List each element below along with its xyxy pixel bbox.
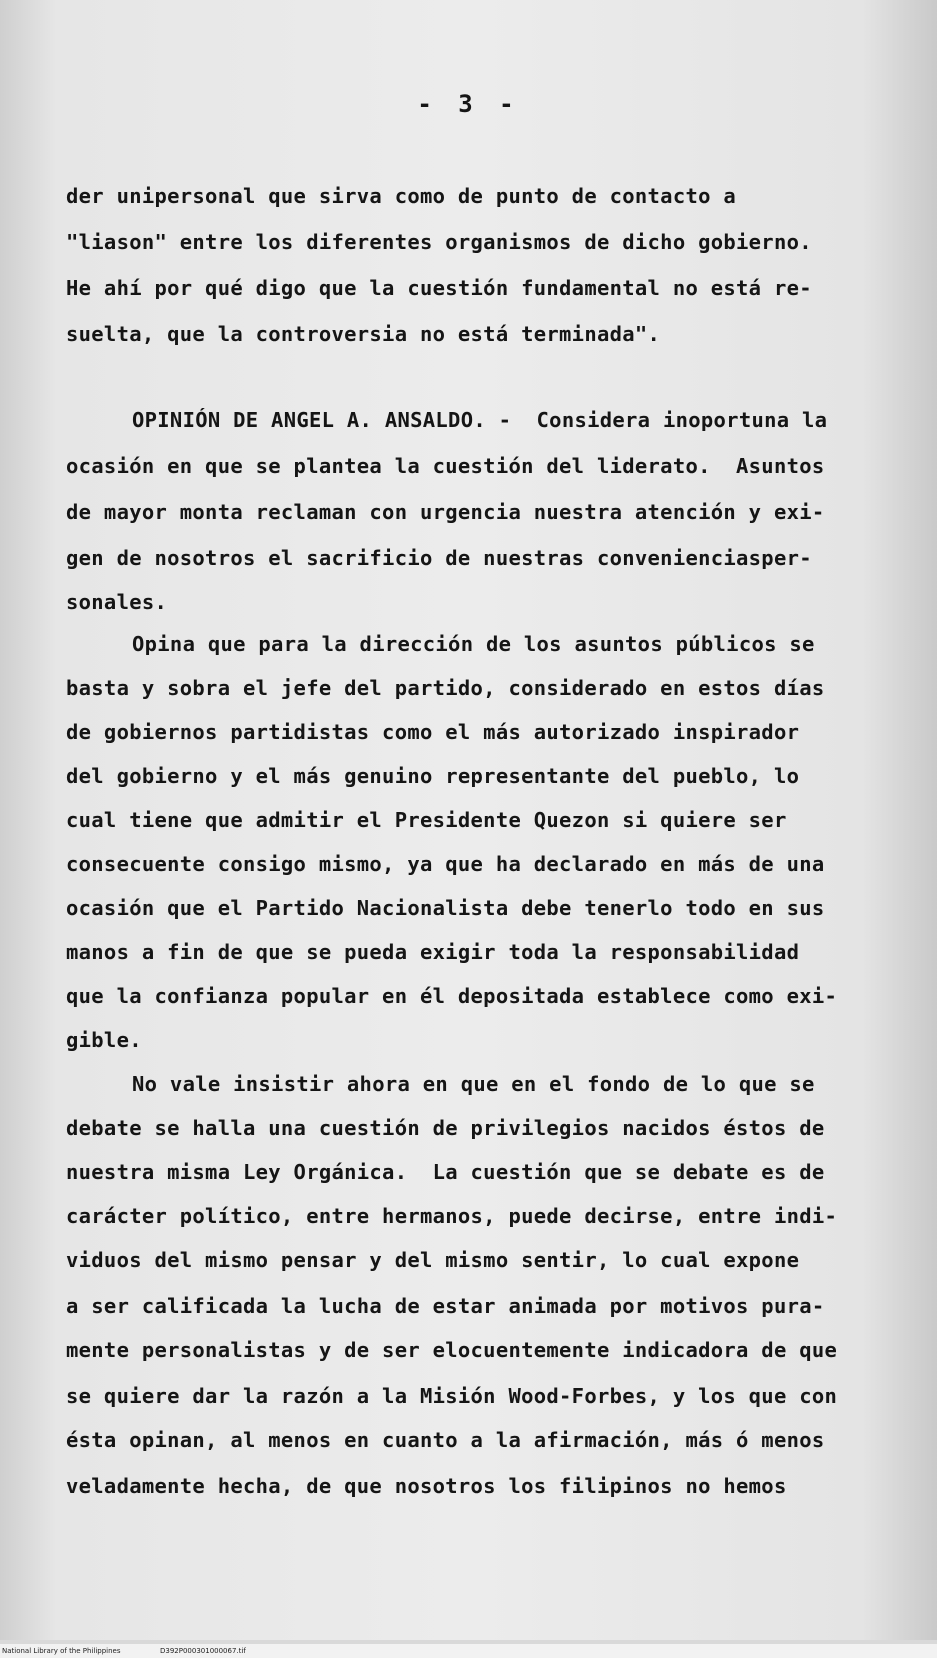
text-line: basta y sobra el jefe del partido, considerado en estos días: [66, 676, 825, 700]
text-line: He ahí por qué digo que la cuestión fundamental no está re-: [66, 276, 812, 300]
page-number: - 3 -: [417, 90, 520, 118]
text-line: se quiere dar la razón a la Misión Wood-Forbes, y los que con: [66, 1384, 838, 1408]
text-line: gible.: [66, 1028, 142, 1052]
text-line: cual tiene que admitir el Presidente Quezon si quiere ser: [66, 808, 787, 832]
text-line: del gobierno y el más genuino representante del pueblo, lo: [66, 764, 800, 788]
text-line: suelta, que la controversia no está terminada".: [66, 322, 661, 346]
text-line: a ser calificada la lucha de estar animada por motivos pura-: [66, 1294, 825, 1318]
text-line: carácter político, entre hermanos, puede decirse, entre indi-: [66, 1204, 838, 1228]
text-line: nuestra misma Ley Orgánica. La cuestión que se debate es de: [66, 1160, 825, 1184]
text-line: ocasión en que se plantea la cuestión del liderato. Asuntos: [66, 454, 825, 478]
text-line: mente personalistas y de ser elocuentemente indicadora de que: [66, 1338, 838, 1362]
text-line: ésta opinan, al menos en cuanto a la afirmación, más ó menos: [66, 1428, 825, 1452]
footer-library: National Library of the Philippines: [2, 1647, 121, 1655]
footer-file-id: D392P000301000067.tif: [160, 1647, 246, 1655]
text-line: manos a fin de que se pueda exigir toda la responsabilidad: [66, 940, 800, 964]
text-line: "liason" entre los diferentes organismos de dicho gobierno.: [66, 230, 812, 254]
text-line: de mayor monta reclaman con urgencia nuestra atención y exi-: [66, 500, 825, 524]
text-line: OPINIÓN DE ANGEL A. ANSALDO. - Considera inoportuna la: [132, 408, 828, 432]
text-line: Opina que para la dirección de los asuntos públicos se: [132, 632, 815, 656]
text-line: viduos del mismo pensar y del mismo sentir, lo cual expone: [66, 1248, 800, 1272]
text-line: de gobiernos partidistas como el más autorizado inspirador: [66, 720, 800, 744]
text-line: veladamente hecha, de que nosotros los filipinos no hemos: [66, 1474, 787, 1498]
text-line: der unipersonal que sirva como de punto de contacto a: [66, 184, 737, 208]
text-line: ocasión que el Partido Nacionalista debe tenerlo todo en sus: [66, 896, 825, 920]
text-line: consecuente consigo mismo, ya que ha declarado en más de una: [66, 852, 825, 876]
text-line: sonales.: [66, 590, 168, 614]
text-line: que la confianza popular en él depositada establece como exi-: [66, 984, 838, 1008]
footer-bar: [0, 1644, 937, 1658]
text-line: No vale insistir ahora en que en el fondo de lo que se: [132, 1072, 815, 1096]
text-line: debate se halla una cuestión de privilegios nacidos éstos de: [66, 1116, 825, 1140]
text-line: gen de nosotros el sacrificio de nuestras convenienciasper-: [66, 546, 812, 570]
